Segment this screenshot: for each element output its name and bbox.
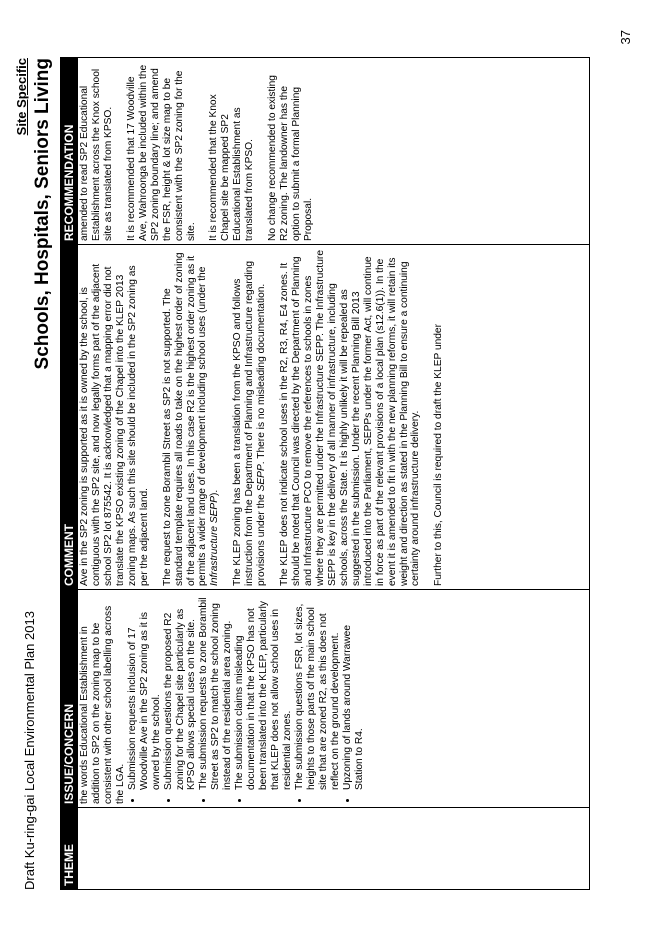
header-theme: THEME [61, 808, 78, 890]
comment-text: . There is no misleading documentation. [256, 283, 268, 465]
recommendation-cell [78, 58, 590, 245]
comment-paragraph [232, 248, 268, 586]
recommendation-paragraph: It is recommended that 17 Woodville Ave, Wahroonga be included within the SP2 zoning boundary line; and amend the FSR, height & lot size map to be consistent with the SP2 zoning for the site. [125, 64, 197, 241]
table-row [78, 58, 590, 890]
section-title: Schools, Hospitals, Seniors Living [32, 58, 53, 370]
site-specific-label: Site Specific [14, 58, 29, 136]
recommendation-paragraph: amended to read SP2 Educational Establishment across the Knox school site as translated from KPSO. [79, 68, 114, 241]
theme-cell [78, 808, 590, 890]
issue-item: • Upzoning of lands around Warrawee Station to R4. [342, 593, 366, 790]
comment-paragraph: Ave in the SP2 zoning is supported as it is owned by the school, is contiguous with the SP2 site, and now legally forms part of the adjacent school SP2 lot 875542. It is acknowledged that a mapping error did not translate the KPSO existing zoning of the Chapel into the KLEP 2013 zoning maps. As such this site should be included in the SP2 zoning as per the adjacent land. [79, 263, 150, 586]
comment-text: The request to zone Borambil Street as SP2 is not supported. The standard template requires all roads to take on the highest order of zoning of the adjacent land uses. In this case R2 is the highest order zoning as it permits a wider range of development including school uses (under the [161, 252, 209, 586]
issue-item: • Submission questions the proposed R2 zoning for the Chapel site particularly as KPSO allows special uses on the site. [163, 593, 199, 790]
header-recommendation: RECOMMENDATION [61, 58, 78, 245]
comment-text: ). [209, 489, 221, 496]
comment-emphasis: Infrastructure SEPP [209, 495, 221, 586]
document-title: Draft Ku-ring-gai Local Environmental Plan 2013 [22, 611, 37, 890]
issue-continuation: the words Educational Establishment in addition to SP2 on the zoning map to be consistent with other school labelling across the LGA. [79, 605, 126, 804]
header-issue: ISSUE/CONCERN [61, 590, 78, 808]
issue-item: • The submission requests to zone Borambil Street as SP2 to match the school zoning instead of the residential area zoning. [198, 593, 234, 790]
comment-emphasis: SEPP [256, 464, 268, 492]
recommendation-paragraph: It is recommended that the Knox Chapel site be mapped SP2 Educational Establishment as translated from KPSO. [208, 94, 256, 241]
issue-item: • Submission requests inclusion of 17 Woodville Ave in the SP2 zoning as it is owned by the school. [127, 593, 163, 790]
recommendation-paragraph: No change recommended to existing R2 zoning. The landowner has the option to submit a formal Planning Proposal. [267, 75, 314, 241]
issue-cell [78, 590, 590, 808]
comment-cell [78, 245, 590, 590]
issue-item: • The submission claims misleading documentation in that the KPSO has not been translated into the KLEP, particularly that KLEP does not allow school uses in residential zones. [234, 593, 294, 790]
page-number: 37 [618, 30, 633, 45]
comment-paragraph: Further to this, Council is required to draft the KLEP under [433, 324, 445, 586]
header-comment: COMMENT [61, 245, 78, 590]
issue-item: • The submission questions FSR, lot sizes, heights to those parts of the main school site that are zoned R2, as this does not reflect on the ground development. [294, 593, 342, 790]
comment-paragraph [162, 248, 222, 586]
issue-list [127, 593, 366, 804]
submissions-table [60, 57, 590, 890]
comment-paragraph: The KLEP does not indicate school uses in the R2, R3, R4, E4 zones. It should be noted that Council was directed by the Department of Planning and Infrastructure PCO to remove the references to schools in zones where they are permitted under the Infrastructure SEPP. The Infrastructure SEPP is key in the delivery of all manner of infrastructure, including schools, across the State. It is highly unlikely it will be repealed as suggested in the submission. Under the recent Planning Bill 2013 introduced into the Parliament, SEPPs under the former Act, will continue in force as part of the relevant provisions of a local plan (s12.6(1)). In the event it is amended to fit in with the new planning reforms, it will retain its weight and direction as stated in the Planning Bill to ensure a continuing certainty around infrastructure delivery. [279, 250, 422, 586]
table-header-row [61, 58, 78, 890]
comment-text: The KLEP zoning has been a translation from the KPSO and follows instruction from the Department of Planning and Infrastructure regarding provisions under the [232, 260, 268, 586]
